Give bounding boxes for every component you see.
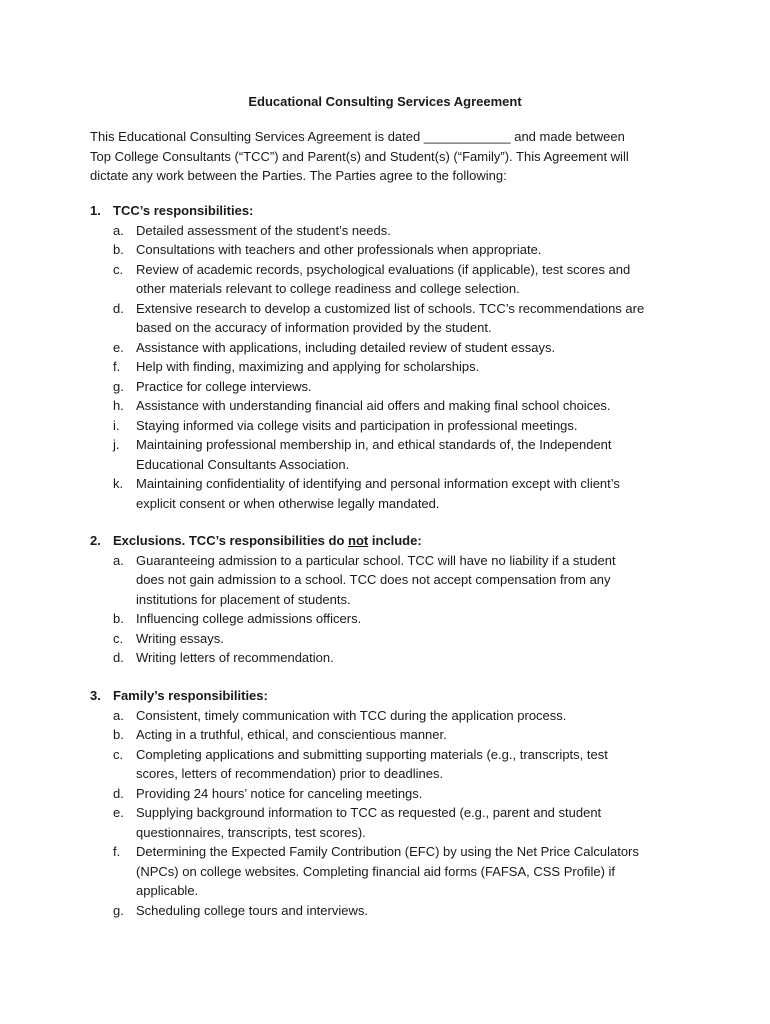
- intro-paragraph: [90, 127, 690, 186]
- list-item: [90, 648, 690, 668]
- list-item-letter: b.: [113, 242, 124, 257]
- list-item-letter: a.: [113, 552, 124, 568]
- list-item-text: based on the accuracy of information provided by the student.: [136, 320, 492, 335]
- list-item-letter: e.: [113, 805, 124, 820]
- list-item-letter: h.: [113, 398, 124, 413]
- list-item-letter: c.: [113, 261, 124, 277]
- list-item-letter: g.: [113, 902, 124, 918]
- section-tcc-responsibilities: [90, 201, 690, 513]
- list-item: [90, 221, 690, 241]
- list-item: [90, 474, 690, 513]
- section-number: 1.: [90, 203, 101, 218]
- list-item-text: other materials relevant to college readiness and college selection.: [136, 281, 520, 296]
- list-item: [90, 551, 690, 610]
- list-item-text: Writing essays.: [136, 630, 224, 646]
- list-item-text: Consistent, timely communication with TCC during the application process.: [136, 707, 567, 723]
- list-item-letter: f.: [113, 359, 121, 374]
- list-item-text: Supplying background information to TCC as requested (e.g., parent and student: [136, 805, 602, 820]
- list-item-letter: b.: [113, 611, 124, 626]
- list-item-letter: c.: [113, 630, 124, 646]
- list-item-text: Help with finding, maximizing and applying for scholarships.: [136, 359, 480, 374]
- list-item-text: Educational Consultants Association.: [136, 456, 350, 472]
- list-item-text: Scheduling college tours and interviews.: [136, 902, 368, 918]
- item-list: [90, 706, 690, 921]
- list-item-text: does not gain admission to a school. TCC does not accept compensation from any: [136, 572, 611, 587]
- document-title: Educational Consulting Services Agreement: [248, 94, 522, 109]
- list-item-text: Consultations with teachers and other professionals when appropriate.: [136, 242, 542, 257]
- list-item-text: Staying informed via college visits and participation in professional meetings.: [136, 417, 578, 433]
- section-heading-text: TCC’s responsibilities:: [113, 203, 254, 218]
- list-item-text: scores, letters of recommendation) prior to deadlines.: [136, 766, 444, 781]
- list-item-text: Acting in a truthful, ethical, and conscientious manner.: [136, 727, 447, 742]
- list-item-text: Guaranteeing admission to a particular school. TCC will have no liability if a student: [136, 552, 616, 568]
- section-heading: [90, 201, 690, 221]
- list-item: [90, 260, 690, 299]
- list-item-letter: j.: [113, 437, 120, 452]
- section-heading-underlined: not: [348, 533, 369, 548]
- section-number: 3.: [90, 688, 101, 703]
- list-item-text: Completing applications and submitting supporting materials (e.g., transcripts, test: [136, 746, 608, 762]
- item-list: [90, 551, 690, 668]
- list-item: [90, 725, 690, 745]
- list-item: [90, 416, 690, 436]
- list-item: [90, 784, 690, 804]
- list-item: [90, 338, 690, 358]
- list-item-text: Practice for college interviews.: [136, 378, 312, 394]
- list-item-text: explicit consent or when otherwise legally mandated.: [136, 495, 440, 511]
- list-item-letter: c.: [113, 746, 124, 762]
- list-item-letter: f.: [113, 844, 121, 859]
- list-item-text: Assistance with understanding financial aid offers and making final school choices.: [136, 398, 611, 413]
- list-item-text: institutions for placement of students.: [136, 591, 351, 607]
- list-item: [90, 435, 690, 474]
- list-item: [90, 240, 690, 260]
- list-item-text: Review of academic records, psychological evaluations (if applicable), test scores and: [136, 261, 631, 277]
- section-family-responsibilities: [90, 686, 690, 920]
- list-item-text: Maintaining professional membership in, and ethical standards of, the Independent: [136, 437, 612, 452]
- section-heading: [90, 531, 690, 551]
- list-item-text: Extensive research to develop a customized list of schools. TCC’s recommendations are: [136, 300, 645, 316]
- section-heading-text: Family’s responsibilities:: [113, 688, 268, 703]
- list-item-text: questionnaires, transcripts, test scores).: [136, 824, 366, 840]
- list-item-letter: d.: [113, 785, 124, 801]
- list-item: [90, 842, 690, 901]
- intro-line: dictate any work between the Parties. The Parties agree to the following:: [90, 168, 507, 183]
- section-number: 2.: [90, 533, 101, 548]
- list-item-letter: a.: [113, 707, 124, 723]
- section-heading-text-after: include:: [368, 533, 422, 548]
- list-item-letter: g.: [113, 378, 124, 394]
- list-item-text: (NPCs) on college websites. Completing financial aid forms (FAFSA, CSS Profile) if: [136, 863, 616, 879]
- list-item: [90, 357, 690, 377]
- section-heading: [90, 686, 690, 706]
- list-item-text: Influencing college admissions officers.: [136, 611, 362, 626]
- list-item-letter: e.: [113, 339, 124, 355]
- list-item-text: applicable.: [136, 883, 199, 898]
- list-item-letter: k.: [113, 476, 124, 491]
- list-item-text: Maintaining confidentiality of identifying and personal information except with client’s: [136, 476, 620, 491]
- list-item-text: Assistance with applications, including detailed review of student essays.: [136, 339, 556, 355]
- list-item-letter: a.: [113, 222, 124, 238]
- list-item-text: Determining the Expected Family Contribution (EFC) by using the Net Price Calculators: [136, 844, 639, 859]
- list-item-letter: b.: [113, 727, 124, 742]
- list-item-text: Writing letters of recommendation.: [136, 650, 334, 665]
- list-item: [90, 745, 690, 784]
- list-item: [90, 396, 690, 416]
- list-item: [90, 299, 690, 338]
- section-exclusions: [90, 531, 690, 668]
- intro-line: This Educational Consulting Services Agreement is dated ____________ and made between: [90, 129, 625, 144]
- list-item: [90, 803, 690, 842]
- list-item-letter: d.: [113, 300, 124, 316]
- list-item-letter: d.: [113, 650, 124, 665]
- list-item-text: Providing 24 hours’ notice for canceling meetings.: [136, 785, 423, 801]
- item-list: [90, 221, 690, 514]
- list-item-text: Detailed assessment of the student’s needs.: [136, 222, 391, 238]
- list-item-letter: i.: [113, 417, 120, 433]
- intro-line: Top College Consultants (“TCC”) and Parent(s) and Student(s) (“Family”). This Agreement will: [90, 148, 629, 164]
- list-item: [90, 629, 690, 649]
- list-item: [90, 609, 690, 629]
- section-heading-text-before: Exclusions. TCC’s responsibilities do: [113, 533, 349, 548]
- list-item: [90, 377, 690, 397]
- list-item: [90, 901, 690, 921]
- list-item: [90, 706, 690, 726]
